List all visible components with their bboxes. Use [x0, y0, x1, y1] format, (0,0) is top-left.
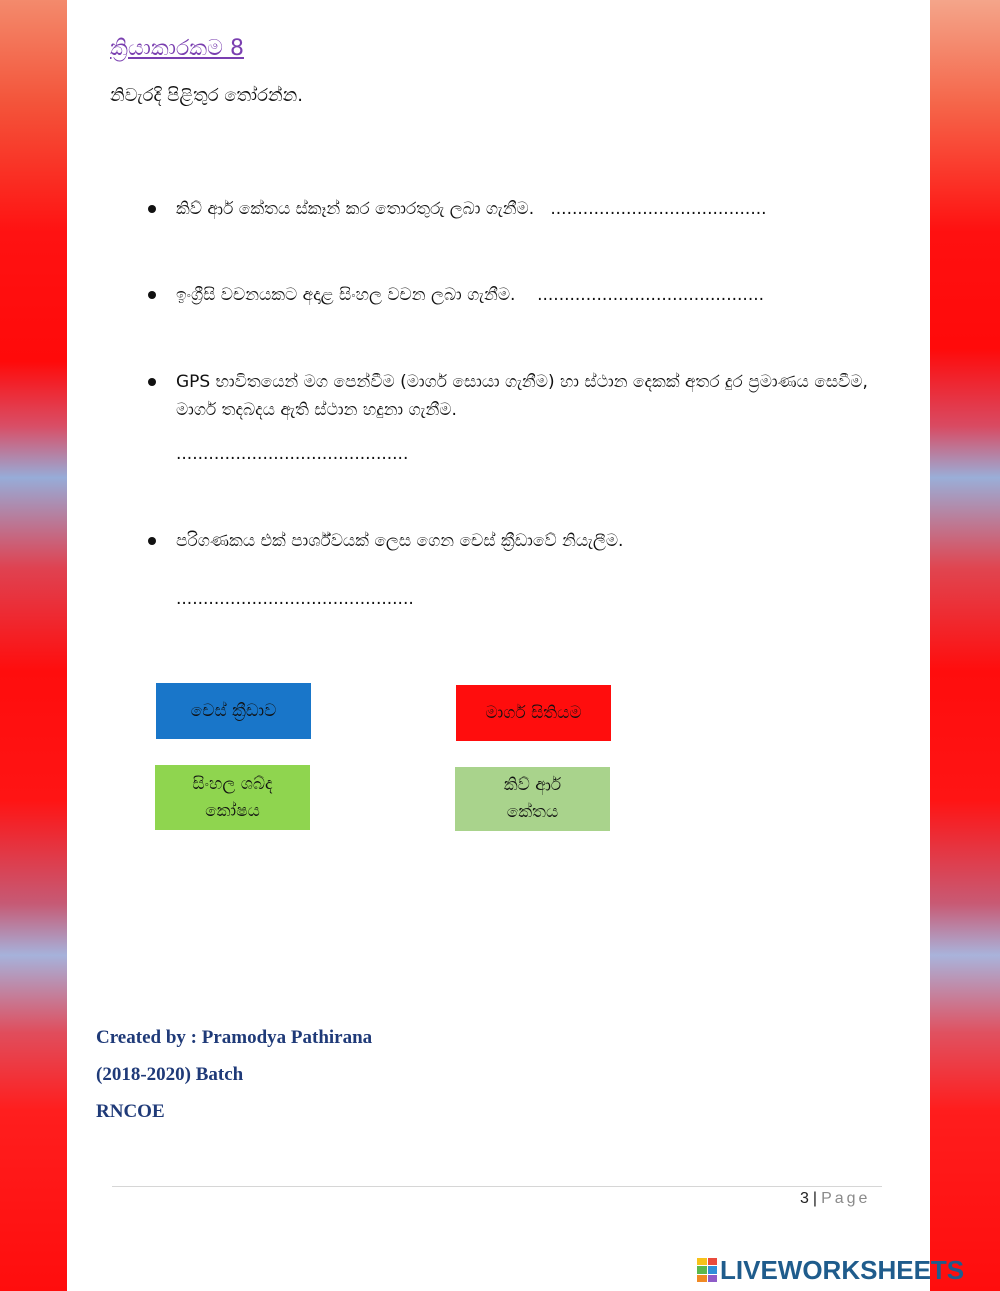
bullet-icon — [148, 537, 156, 545]
answer-blank-1[interactable]: ........................................ — [550, 199, 767, 219]
brand-name: LIVEWORKSHEETS — [720, 1254, 965, 1285]
question-4-text: පරිගණකය එක් පාර්ශ්වයක් ලෙස ගෙන චෙස් ක්‍රීඩාවේ නියැලීම. — [176, 531, 624, 551]
activity-title: ක්‍රියාකාරකම 8 — [110, 36, 244, 61]
question-3-text: GPS භාවිතයෙන් මග පෙන්වීම (මාර්ග සොයා ගැනීම) හා ස්ථාන දෙකක් අතර දුර ප්‍රමාණය සෙවීම, මාර්ග තදබදය ඇති ස්ථාන හදුනා ගැනීම. — [176, 372, 868, 420]
logo-cell — [708, 1258, 718, 1265]
answer-option-label: සිංහල ශබ්ද — [192, 773, 273, 794]
bullet-icon — [148, 205, 156, 213]
credit-college: RNCOE — [96, 1101, 165, 1122]
bullet-icon — [148, 291, 156, 299]
logo-cell — [697, 1258, 707, 1265]
logo-cell — [697, 1275, 707, 1282]
answer-option-chess[interactable] — [156, 683, 311, 739]
page-label: Page — [821, 1190, 871, 1207]
answer-option-label: කිව් ආර් — [503, 775, 562, 795]
credit-batch: (2018-2020) Batch — [96, 1064, 244, 1085]
right-decorative-border — [930, 0, 1000, 1291]
question-4 — [148, 527, 873, 555]
answer-option-label: චෙස් ක්‍රීඩාව — [190, 700, 277, 721]
credit-author: Created by : Pramodya Pathirana — [96, 1027, 373, 1048]
question-2-text: ඉංග්‍රීසි වචනයකට අදාළ සිංහල වචන ලබා ගැනීම. — [176, 285, 516, 305]
liveworksheets-logo-icon — [697, 1258, 717, 1282]
logo-cell — [708, 1275, 718, 1282]
left-decorative-border — [0, 0, 67, 1291]
answer-option-route-map[interactable] — [456, 685, 611, 741]
answer-option-label: මාර්ග සිතියම — [485, 702, 582, 723]
logo-cell — [708, 1266, 718, 1273]
activity-instruction: නිවැරදි පිළිතුර තෝරන්න. — [110, 85, 303, 106]
answer-blank-3[interactable]: ........................................... — [176, 444, 409, 464]
answer-option-label: කේතය — [506, 802, 559, 822]
bullet-icon — [148, 378, 156, 386]
page-number: 3 — [800, 1190, 809, 1207]
answer-option-qr-code[interactable] — [455, 767, 610, 831]
question-1 — [148, 195, 873, 223]
question-3 — [148, 368, 873, 424]
page-separator: | — [812, 1190, 818, 1207]
answer-option-label: කෝෂය — [205, 800, 260, 821]
page-number-footer — [800, 1190, 870, 1208]
question-1-text: කිව් ආර් කේතය ස්කෑන් කර තොරතුරු ලබා ගැනීම. — [176, 199, 535, 219]
liveworksheets-brand — [697, 1256, 964, 1284]
answer-blank-2[interactable]: .......................................... — [537, 285, 765, 305]
answer-blank-4[interactable]: ............................................ — [176, 589, 414, 609]
question-2 — [148, 281, 873, 309]
answer-option-dictionary[interactable] — [155, 765, 310, 830]
logo-cell — [697, 1266, 707, 1273]
footer-divider — [112, 1186, 882, 1187]
